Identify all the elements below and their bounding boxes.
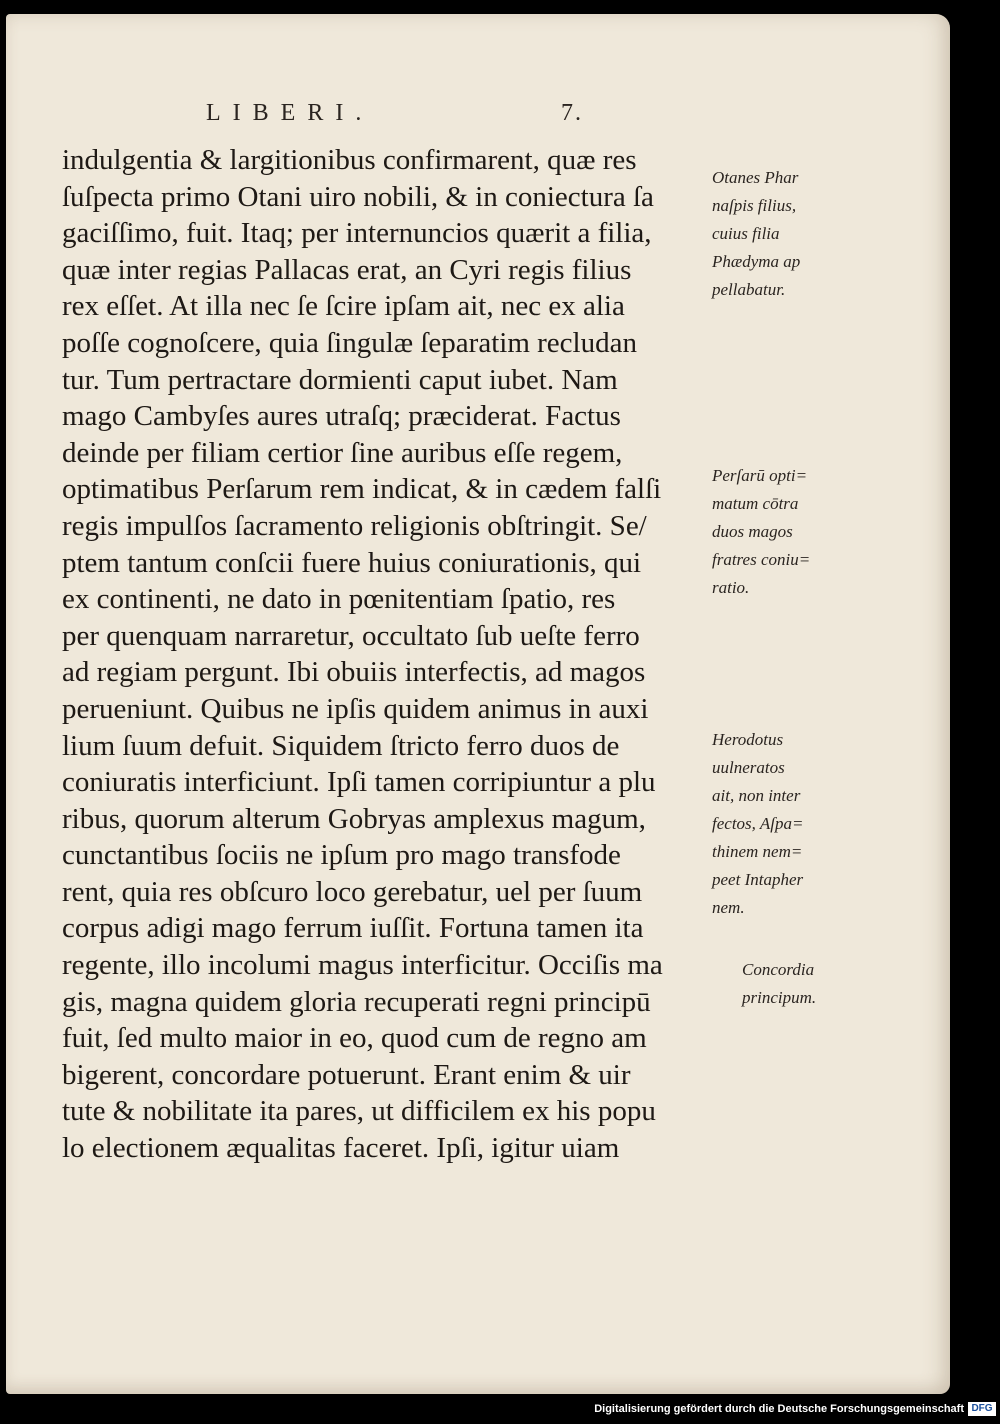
margin-note-line: thinem nem=: [712, 842, 803, 861]
body-text: [62, 142, 712, 1167]
margin-note-line: ratio.: [712, 578, 750, 597]
text-line: poſſe cognoſcere, quia ſingulæ ſeparatim recludan: [62, 326, 637, 359]
text-line: deinde per filiam certior ſine auribus eſſe regem,: [62, 436, 623, 469]
text-line: optimatibus Perſarum rem indicat, & in cædem falſi: [62, 473, 662, 506]
dfg-logo: DFG: [968, 1402, 996, 1416]
margin-note-line: principum.: [742, 988, 817, 1007]
text-line: coniuratis interficiunt. Ipſi tamen corripiuntur a plu: [62, 766, 656, 799]
margin-note-line: Otanes Phar: [712, 168, 799, 187]
text-line: ad regiam pergunt. Ibi obuiis interfectis, ad magos: [62, 656, 646, 689]
text-line: perueniunt. Quibus ne ipſis quidem animus in auxi: [62, 692, 649, 725]
margin-note-line: naſpis filius,: [712, 196, 797, 215]
margin-note-herodotus: [712, 726, 844, 922]
margin-note-concordia: [742, 956, 874, 1012]
text-line: ſuſpecta primo Otani uiro nobili, & in coniectura ſa: [62, 180, 654, 213]
margin-note-line: ait, non inter: [712, 786, 801, 805]
text-line: tute & nobilitate ita pares, ut difficilem ex his popu: [62, 1095, 656, 1128]
text-line: cunctantibus ſociis ne ipſum pro mago transfode: [62, 839, 621, 872]
text-line: rex eſſet. At illa nec ſe ſcire ipſam ait, nec ex alia: [62, 290, 625, 323]
margin-note-line: Perſarū opti=: [712, 466, 808, 485]
text-line: bigerent, concordare potuerunt. Erant enim & uir: [62, 1058, 631, 1091]
digitization-footer: [0, 1396, 1000, 1424]
margin-note-line: fratres coniu=: [712, 550, 811, 569]
margin-note-line: cuius filia: [712, 224, 780, 243]
text-line: ptem tantum conſcii fuere huius coniurationis, qui: [62, 546, 642, 579]
margin-note-line: matum cōtra: [712, 494, 799, 513]
text-line: ribus, quorum alterum Gobryas amplexus magum,: [62, 802, 646, 835]
text-line: indulgentia & largitionibus confirmarent, quæ res: [62, 144, 637, 176]
text-line: fuit, ſed multo maior in eo, quod cum de regno am: [62, 1022, 647, 1055]
text-line: corpus adigi mago ferrum iuſſit. Fortuna tamen ita: [62, 912, 644, 945]
margin-note-line: uulneratos: [712, 758, 785, 777]
margin-note-line: nem.: [712, 898, 745, 917]
text-line: lium ſuum defuit. Siquidem ſtricto ferro duos de: [62, 729, 620, 762]
funding-credit: Digitalisierung gefördert durch die Deutsche Forschungsgemeinschaft: [594, 1403, 964, 1415]
margin-note-line: duos magos: [712, 522, 793, 541]
text-line: tur. Tum pertractare dormienti caput iubet. Nam: [62, 363, 618, 396]
margin-note-line: Concordia: [742, 960, 815, 979]
book-page: [6, 14, 950, 1394]
text-line: regis impulſos ſacramento religionis obſtringit. Se/: [62, 509, 647, 542]
text-line: gaciſſimo, fuit. Itaq; per internuncios quærit a filia,: [62, 217, 652, 250]
page-number: 7.: [561, 100, 583, 126]
margin-note-line: peet Intapher: [712, 870, 804, 889]
running-head: [206, 100, 626, 127]
running-head-title: LIBERI.: [206, 100, 374, 126]
margin-note-persarum: [712, 462, 844, 602]
text-line: mago Cambyſes aures utraſq; præciderat. Factus: [62, 400, 621, 433]
margin-note-line: Herodotus: [712, 730, 784, 749]
text-line: rent, quia res obſcuro loco gerebatur, uel per ſuum: [62, 875, 643, 908]
text-line: quæ inter regias Pallacas erat, an Cyri regis filius: [62, 253, 632, 286]
text-line: gis, magna quidem gloria recuperati regni principū: [62, 985, 651, 1018]
margin-note-otanes: [712, 164, 844, 304]
margin-note-line: pellabatur.: [712, 280, 786, 299]
margin-note-line: fectos, Aſpa=: [712, 814, 804, 833]
margin-note-line: Phædyma ap: [712, 252, 801, 271]
text-line: ex continenti, ne dato in pœnitentiam ſpatio, res: [62, 583, 616, 616]
text-line: regente, illo incolumi magus interficitur. Occiſis ma: [62, 949, 663, 982]
text-line: per quenquam narraretur, occultato ſub ueſte ferro: [62, 619, 640, 652]
text-line: lo electionem æqualitas faceret. Ipſi, igitur uiam: [62, 1132, 620, 1165]
